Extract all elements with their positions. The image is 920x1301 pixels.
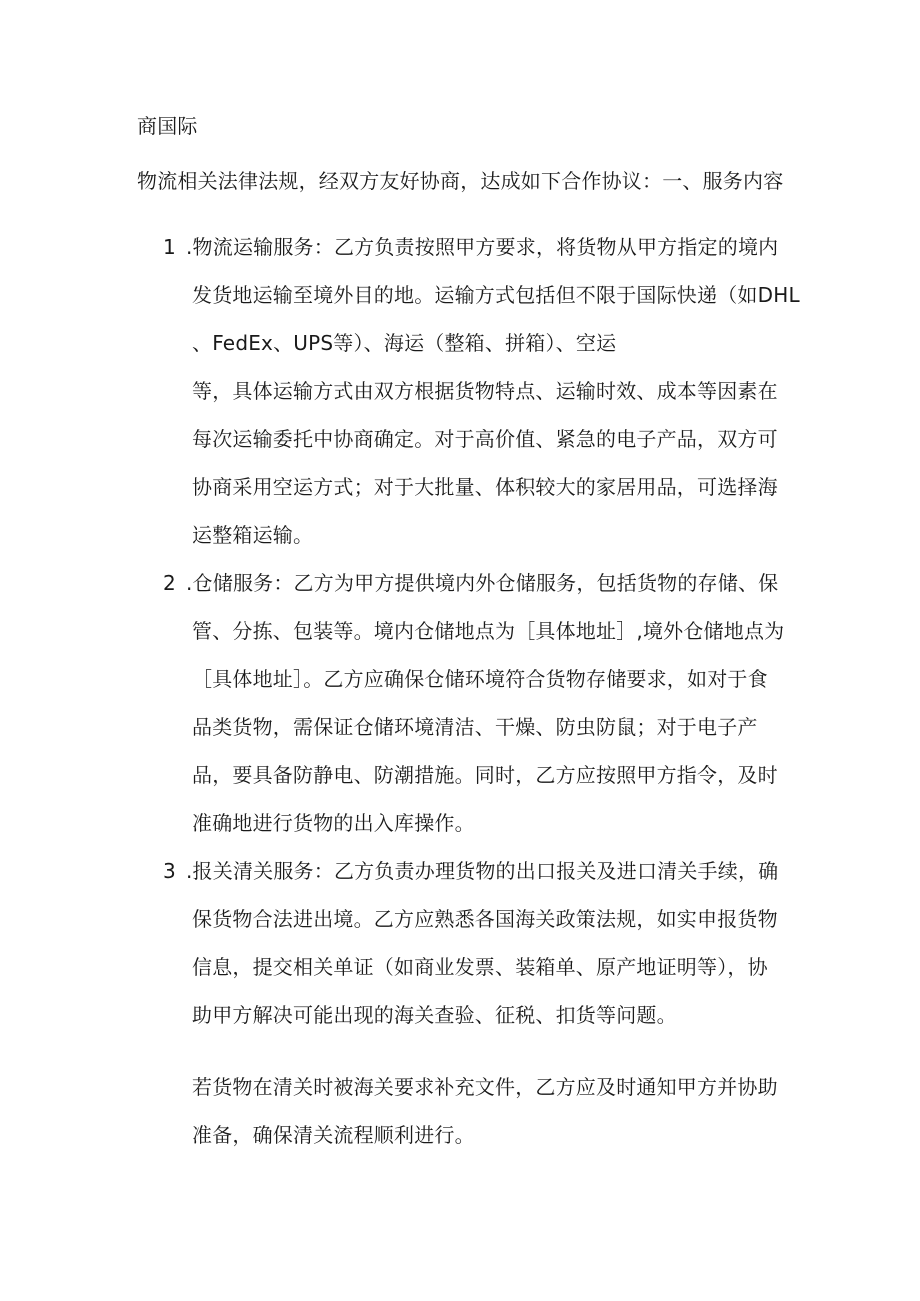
- item-1-line-4: 等，具体运输方式由双方根据货物特点、运输时效、成本等因素在: [192, 379, 778, 403]
- item-1-line-1: .物流运输服务：乙方负责按照甲方要求，将货物从甲方指定的境内: [186, 235, 779, 259]
- item-3-line-4: 助甲方解决可能出现的海关查验、征税、扣货等问题。: [192, 1003, 677, 1027]
- item-1-line-3: 、FedEx、UPS等）、海运（整箱、拼箱）、空运: [192, 331, 617, 355]
- item-1-line-5: 每次运输委托中协商确定。对于高价值、紧急的电子产品，双方可: [192, 427, 778, 451]
- closing-line-1: 若货物在清关时被海关要求补充文件，乙方应及时通知甲方并协助: [192, 1075, 778, 1099]
- closing-line-2: 准备，确保清关流程顺利进行。: [192, 1123, 475, 1147]
- item-1-number: 1: [163, 235, 176, 259]
- item-1-line-6: 协商采用空运方式；对于大批量、体积较大的家居用品，可选择海: [192, 475, 778, 499]
- intro-line-1: 商国际: [137, 114, 198, 138]
- item-3-line-2: 保货物合法进出境。乙方应熟悉各国海关政策法规，如实申报货物: [192, 907, 778, 931]
- item-3-number: 3: [163, 859, 176, 883]
- item-1-line-2: 发货地运输至境外目的地。运输方式包括但不限于国际快递（如DHL: [192, 283, 800, 307]
- item-2-line-4: 品类货物，需保证仓储环境清洁、干燥、防虫防鼠；对于电子产: [192, 715, 758, 739]
- item-2-line-3: ［具体地址］。乙方应确保仓储环境符合货物存储要求，如对于食: [192, 667, 768, 691]
- item-2-line-6: 准确地进行货物的出入库操作。: [192, 811, 475, 835]
- item-2-line-5: 品，要具备防静电、防潮措施。同时，乙方应按照甲方指令，及时: [192, 763, 778, 787]
- intro-line-2: 物流相关法律法规，经双方友好协商，达成如下合作协议：一、服务内容: [137, 169, 784, 193]
- item-2-line-2: 管、分拣、包装等。境内仓储地点为［具体地址］,境外仓储地点为: [192, 619, 785, 643]
- item-1-line-7: 运整箱运输。: [192, 523, 314, 547]
- item-3-line-1: .报关清关服务：乙方负责办理货物的出口报关及进口清关手续，确: [186, 859, 779, 883]
- item-2-number: 2: [163, 571, 176, 595]
- item-3-line-3: 信息，提交相关单证（如商业发票、装箱单、原产地证明等），协: [192, 955, 768, 979]
- item-2-line-1: .仓储服务：乙方为甲方提供境内外仓储服务，包括货物的存储、保: [186, 571, 779, 595]
